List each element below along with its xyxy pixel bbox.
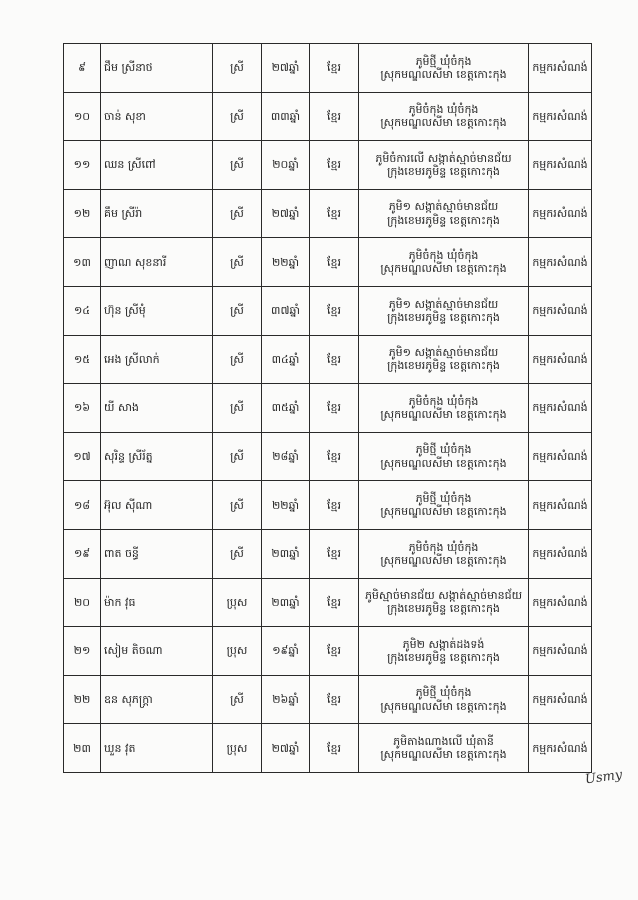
table-row	[64, 578, 592, 627]
row-number-cell: ២០	[64, 578, 101, 627]
name-cell: ម៉ាក វុធ	[101, 578, 213, 627]
name-cell: យី សាង	[101, 384, 213, 433]
address-cell	[359, 432, 529, 481]
address-cell	[359, 141, 529, 190]
occupation-cell: កម្មករសំណង់	[529, 141, 592, 190]
name-cell: ពាត ចន្ធី	[101, 529, 213, 578]
occupation-cell: កម្មករសំណង់	[529, 189, 592, 238]
row-number-cell: ១១	[64, 141, 101, 190]
address-line-1: ភូមិថ្មី ឃុំចំកុង	[415, 54, 472, 68]
row-number-cell: ២២	[64, 675, 101, 724]
nationality-cell: ខ្មែរ	[310, 529, 359, 578]
address-cell	[359, 724, 529, 773]
address-line-1: ភូមិចំកុង ឃុំចំកុង	[408, 540, 479, 554]
address-line-2: ស្រុកមណ្ឌលសីមា ខេត្តកោះកុង	[380, 456, 507, 470]
age-cell: ១៩ឆ្នាំ	[262, 627, 310, 676]
row-number-cell: ១៧	[64, 432, 101, 481]
address-line-1: ភូមិ១ សង្កាត់ស្មាច់មានជ័យ	[388, 297, 499, 311]
sex-cell: ស្រី	[213, 432, 262, 481]
nationality-cell: ខ្មែរ	[310, 189, 359, 238]
name-cell: ចាន់ សុខា	[101, 92, 213, 141]
occupation-cell: កម្មករសំណង់	[529, 578, 592, 627]
table-row	[64, 529, 592, 578]
age-cell: ៣៤ឆ្នាំ	[262, 335, 310, 384]
name-cell: សុរិន្ទ ស្រីរ័ត្ន	[101, 432, 213, 481]
sex-cell: ស្រី	[213, 675, 262, 724]
occupation-cell: កម្មករសំណង់	[529, 481, 592, 530]
table-row	[64, 627, 592, 676]
address-line-1: ភូមិចំកុង ឃុំចំកុង	[408, 248, 479, 262]
row-number-cell: ១៥	[64, 335, 101, 384]
name-cell: អ៊ុល ស៊ីណា	[101, 481, 213, 530]
row-number-cell: ១៦	[64, 384, 101, 433]
occupation-cell: កម្មករសំណង់	[529, 675, 592, 724]
address-line-2: ស្រុកមណ្ឌលសីមា ខេត្តកោះកុង	[380, 505, 507, 519]
address-line-1: ភូមិថ្មី ឃុំចំកុង	[415, 491, 472, 505]
sex-cell: ស្រី	[213, 189, 262, 238]
address-cell	[359, 189, 529, 238]
occupation-cell: កម្មករសំណង់	[529, 432, 592, 481]
address-line-2: ស្រុកមណ្ឌលសីមា ខេត្តកោះកុង	[380, 407, 507, 421]
address-line-1: ភូមិតាងណាងលើ ឃុំតានី	[393, 734, 494, 748]
address-line-2: ក្រុងខេមរភូមិន្ទ ខេត្តកោះកុង	[387, 650, 500, 664]
sex-cell: ស្រី	[213, 335, 262, 384]
address-line-1: ភូមិថ្មី ឃុំចំកុង	[415, 443, 472, 457]
age-cell: ២៧ឆ្នាំ	[262, 44, 310, 93]
nationality-cell: ខ្មែរ	[310, 627, 359, 676]
sex-cell: ស្រី	[213, 384, 262, 433]
address-line-1: ភូមិស្មាច់មានជ័យ សង្កាត់ស្មាច់មានជ័យ	[364, 589, 523, 603]
age-cell: ២៨ឆ្នាំ	[262, 432, 310, 481]
table-row	[64, 335, 592, 384]
occupation-cell: កម្មករសំណង់	[529, 44, 592, 93]
row-number-cell: ១០	[64, 92, 101, 141]
table-row	[64, 238, 592, 287]
occupation-cell: កម្មករសំណង់	[529, 724, 592, 773]
address-cell	[359, 286, 529, 335]
address-line-2: ស្រុកមណ្ឌលសីមា ខេត្តកោះកុង	[380, 262, 507, 276]
address-line-2: ស្រុកមណ្ឌលសីមា ខេត្តកោះកុង	[380, 748, 507, 762]
address-cell	[359, 675, 529, 724]
age-cell: ២៦ឆ្នាំ	[262, 675, 310, 724]
roster-body	[64, 44, 592, 773]
name-cell: អេង ស្រីលាក់	[101, 335, 213, 384]
address-line-1: ភូមិចំកុង ឃុំចំកុង	[408, 394, 479, 408]
name-cell: ឧន សុភក្ត្រា	[101, 675, 213, 724]
worker-roster-table	[63, 43, 592, 773]
sex-cell: ប្រុស	[213, 578, 262, 627]
row-number-cell: ២៣	[64, 724, 101, 773]
table-row	[64, 92, 592, 141]
address-cell	[359, 481, 529, 530]
row-number-cell: ១៣	[64, 238, 101, 287]
nationality-cell: ខ្មែរ	[310, 675, 359, 724]
table-row	[64, 286, 592, 335]
address-line-2: ក្រុងខេមរភូមិន្ទ ខេត្តកោះកុង	[387, 602, 500, 616]
table-row	[64, 189, 592, 238]
nationality-cell: ខ្មែរ	[310, 92, 359, 141]
address-line-1: ភូមិ២ សង្កាត់ដងទង់	[402, 637, 485, 651]
age-cell: ៣៣ឆ្នាំ	[262, 92, 310, 141]
address-line-1: ភូមិ១ សង្កាត់ស្មាច់មានជ័យ	[388, 346, 499, 360]
table-row	[64, 384, 592, 433]
table-row	[64, 724, 592, 773]
address-line-2: ក្រុងខេមរភូមិន្ទ ខេត្តកោះកុង	[387, 310, 500, 324]
nationality-cell: ខ្មែរ	[310, 44, 359, 93]
occupation-cell: កម្មករសំណង់	[529, 384, 592, 433]
address-line-2: ស្រុកមណ្ឌលសីមា ខេត្តកោះកុង	[380, 67, 507, 81]
nationality-cell: ខ្មែរ	[310, 238, 359, 287]
nationality-cell: ខ្មែរ	[310, 724, 359, 773]
address-cell	[359, 335, 529, 384]
sex-cell: ស្រី	[213, 238, 262, 287]
age-cell: ២២ឆ្នាំ	[262, 238, 310, 287]
age-cell: ២៧ឆ្នាំ	[262, 189, 310, 238]
address-line-1: ភូមិ១ សង្កាត់ស្មាច់មានជ័យ	[388, 200, 499, 214]
sex-cell: ស្រី	[213, 92, 262, 141]
nationality-cell: ខ្មែរ	[310, 384, 359, 433]
row-number-cell: ១៤	[64, 286, 101, 335]
nationality-cell: ខ្មែរ	[310, 481, 359, 530]
address-cell	[359, 529, 529, 578]
occupation-cell: កម្មករសំណង់	[529, 238, 592, 287]
address-line-2: ក្រុងខេមរភូមិន្ទ ខេត្តកោះកុង	[387, 213, 500, 227]
row-number-cell: ១៩	[64, 529, 101, 578]
age-cell: ២៣ឆ្នាំ	[262, 578, 310, 627]
sex-cell: ស្រី	[213, 286, 262, 335]
nationality-cell: ខ្មែរ	[310, 432, 359, 481]
address-line-1: ភូមិចំការលើ សង្កាត់ស្មាច់មានជ័យ	[375, 151, 512, 165]
table-row	[64, 141, 592, 190]
occupation-cell: កម្មករសំណង់	[529, 335, 592, 384]
address-line-2: ស្រុកមណ្ឌលសីមា ខេត្តកោះកុង	[380, 116, 507, 130]
address-line-2: ក្រុងខេមរភូមិន្ទ ខេត្តកោះកុង	[387, 359, 500, 373]
table-row	[64, 675, 592, 724]
sex-cell: ស្រី	[213, 44, 262, 93]
address-cell	[359, 238, 529, 287]
occupation-cell: កម្មករសំណង់	[529, 92, 592, 141]
name-cell: ជឹម ស្រីនាថ	[101, 44, 213, 93]
address-line-1: ភូមិថ្មី ឃុំចំកុង	[415, 686, 472, 700]
name-cell: ឃួន វុត	[101, 724, 213, 773]
occupation-cell: កម្មករសំណង់	[529, 529, 592, 578]
nationality-cell: ខ្មែរ	[310, 286, 359, 335]
table-row	[64, 44, 592, 93]
age-cell: ៣៥ឆ្នាំ	[262, 384, 310, 433]
address-cell	[359, 627, 529, 676]
sex-cell: ស្រី	[213, 481, 262, 530]
address-cell	[359, 44, 529, 93]
name-cell: គឹម ស្រីរ៉ា	[101, 189, 213, 238]
nationality-cell: ខ្មែរ	[310, 335, 359, 384]
address-cell	[359, 384, 529, 433]
address-line-2: ស្រុកមណ្ឌលសីមា ខេត្តកោះកុង	[380, 699, 507, 713]
sex-cell: ប្រុស	[213, 724, 262, 773]
address-line-2: ក្រុងខេមរភូមិន្ទ ខេត្តកោះកុង	[387, 164, 500, 178]
occupation-cell: កម្មករសំណង់	[529, 627, 592, 676]
age-cell: ២៣ឆ្នាំ	[262, 529, 310, 578]
sex-cell: ស្រី	[213, 529, 262, 578]
name-cell: ឈន ស្រីពៅ	[101, 141, 213, 190]
table-row	[64, 481, 592, 530]
name-cell: ហ៊ុន ស្រីមុំ	[101, 286, 213, 335]
age-cell: ២២ឆ្នាំ	[262, 481, 310, 530]
nationality-cell: ខ្មែរ	[310, 578, 359, 627]
age-cell: ២៧ឆ្នាំ	[262, 724, 310, 773]
row-number-cell: ៩	[64, 44, 101, 93]
address-line-2: ស្រុកមណ្ឌលសីមា ខេត្តកោះកុង	[380, 553, 507, 567]
name-cell: ញាណ សុខនារី	[101, 238, 213, 287]
sex-cell: ស្រី	[213, 141, 262, 190]
address-cell	[359, 92, 529, 141]
handwritten-signature: Usmy	[584, 767, 624, 788]
row-number-cell: ២១	[64, 627, 101, 676]
address-line-1: ភូមិចំកុង ឃុំចំកុង	[408, 103, 479, 117]
table-row	[64, 432, 592, 481]
age-cell: ៣៧ឆ្នាំ	[262, 286, 310, 335]
name-cell: សៀម តិចណា	[101, 627, 213, 676]
row-number-cell: ១៨	[64, 481, 101, 530]
address-cell	[359, 578, 529, 627]
nationality-cell: ខ្មែរ	[310, 141, 359, 190]
age-cell: ២០ឆ្នាំ	[262, 141, 310, 190]
sex-cell: ប្រុស	[213, 627, 262, 676]
row-number-cell: ១២	[64, 189, 101, 238]
occupation-cell: កម្មករសំណង់	[529, 286, 592, 335]
